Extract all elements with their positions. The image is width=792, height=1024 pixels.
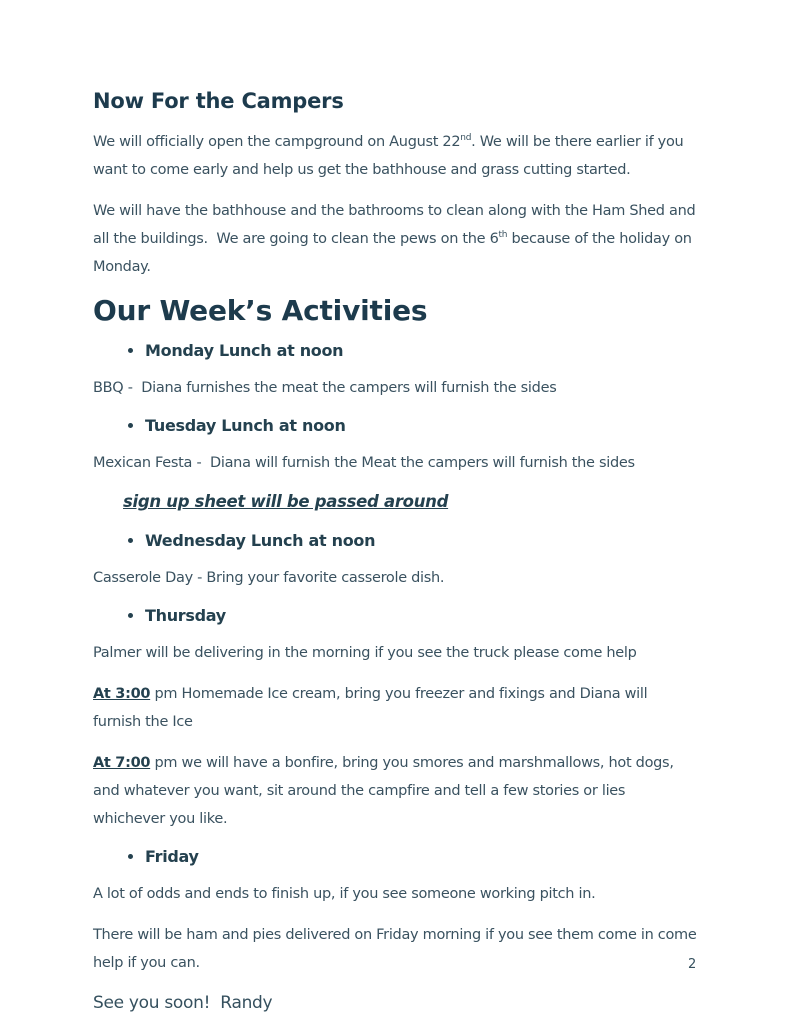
paragraph-opening-date-run-after: . We will be there earlier if you want to come early and help us get the bathhouse and grass cutting started. — [93, 134, 688, 178]
page-number: 2 — [688, 957, 696, 972]
paragraph-cleaning — [93, 197, 699, 281]
paragraph-mexican-festa: Mexican Festa - Diana will furnish the Meat the campers will furnish the sides — [93, 455, 635, 471]
time-lead-7pm: At 7:00 — [93, 755, 151, 771]
bullet-list-monday — [93, 340, 699, 362]
bullet-item-thursday-label: Thursday — [145, 606, 226, 625]
bullet-list-friday — [93, 846, 699, 868]
bullet-item-thursday — [145, 605, 699, 627]
paragraph-opening-date-run-before: We will officially open the campground on August 22 — [93, 134, 461, 150]
bullet-list-thursday — [93, 605, 699, 627]
time-lead-3pm: At 3:00 — [93, 686, 151, 702]
bullet-item-monday-label: Monday Lunch at noon — [145, 341, 344, 360]
signup-note — [93, 490, 699, 514]
bullet-item-tuesday-label: Tuesday Lunch at noon — [145, 416, 346, 435]
heading-now-for-the-campers: Now For the Campers — [93, 89, 344, 113]
paragraph-opening-date — [93, 128, 699, 184]
bullet-list-tuesday — [93, 415, 699, 437]
paragraph-bonfire — [93, 749, 699, 833]
bullet-item-friday-label: Friday — [145, 847, 199, 866]
bullet-item-friday — [145, 846, 699, 868]
paragraph-ice-cream-rest: pm Homemade Ice cream, bring you freezer and fixings and Diana will furnish the Ice — [93, 686, 652, 730]
bullet-item-wednesday-label: Wednesday Lunch at noon — [145, 531, 376, 550]
paragraph-cleaning-run-before: We will have the bathhouse and the bathrooms to clean along with the Ham Shed and all the buildings. We are going to clean the pews on the 6 — [93, 203, 700, 247]
paragraph-odds-and-ends: A lot of odds and ends to finish up, if you see someone working pitch in. — [93, 886, 596, 902]
bullet-item-monday — [145, 340, 699, 362]
bullet-list-wednesday — [93, 530, 699, 552]
bullet-item-tuesday — [145, 415, 699, 437]
paragraph-palmer: Palmer will be delivering in the morning if you see the truck please come help — [93, 645, 637, 661]
ordinal-superscript-nd: nd — [460, 133, 472, 144]
paragraph-casserole: Casserole Day - Bring your favorite casserole dish. — [93, 570, 445, 586]
paragraph-ham-and-pies: There will be ham and pies delivered on Friday morning if you see them come in come help if you can. — [93, 927, 701, 971]
paragraph-bonfire-rest: pm we will have a bonfire, bring you smores and marshmallows, hot dogs, and whatever you want, sit around the campfire and tell a few stories or lies whichever you like. — [93, 755, 678, 827]
paragraph-cleaning-run-after: because of the holiday on Monday. — [93, 231, 697, 275]
signoff-see-you-soon: See you soon! Randy — [93, 993, 273, 1013]
bullet-item-wednesday — [145, 530, 699, 552]
signup-note-text: sign up sheet will be passed around — [123, 492, 449, 511]
paragraph-ice-cream — [93, 680, 699, 736]
paragraph-bbq: BBQ - Diana furnishes the meat the campers will furnish the sides — [93, 380, 557, 396]
heading-our-weeks-activities: Our Week’s Activities — [93, 294, 428, 327]
ordinal-superscript-th: th — [498, 230, 508, 241]
